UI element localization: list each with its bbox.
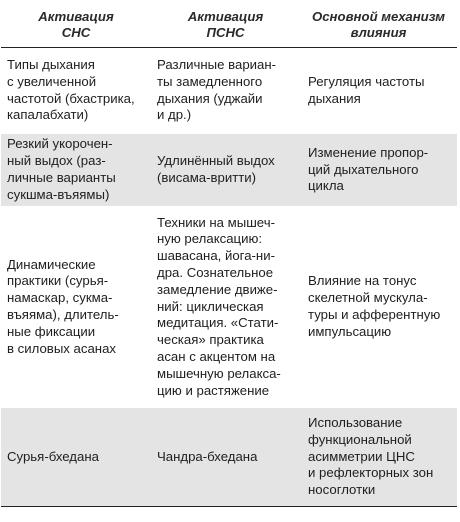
cell-psns [151,48,300,134]
cell-line: дра. Сознательное [157,265,274,280]
cell-line: цикла [308,178,344,194]
cell-line: практики (сурья- [7,273,109,289]
cell-line: замедление движе- [157,281,278,297]
cell-psns [151,207,300,408]
cell-line: импульсацию [308,323,392,339]
table-header-row [1,0,457,48]
cell-mechanism [300,408,457,507]
cell-line: Удлинённый выдох [157,153,275,169]
cell-line: Регуляция частоты [308,73,425,89]
header-line: Основной механизм [311,8,446,24]
cell-line: ческая» практика [157,332,264,348]
cell-sns [1,48,151,134]
cell-line: Использование [308,415,403,430]
cell-line: личные варианты [7,170,116,185]
cell-line: Чандра-бхедана [157,448,258,464]
cell-psns [151,408,300,507]
cell-line: Типы дыхания [7,56,95,72]
cell-line: медитация. «Стати- [157,315,279,331]
cell-line: туры и афферентную [308,307,441,322]
header-main-mechanism [300,0,457,48]
table-row [1,207,457,408]
cell-line: капалабхати) [7,107,89,123]
cell-line: сукшма-въяямы) [7,186,110,202]
cell-line: ную релаксацию: [157,231,263,247]
header-sns-activation [1,0,151,48]
cell-line: ций дыхательного [308,161,419,177]
cell-line: ные фиксации [7,323,96,339]
cell-line: частотой (бхастрика, [7,90,135,106]
cell-line: Техники на мышеч- [157,214,275,230]
cell-mechanism [300,207,457,408]
cell-line: Влияние на тонус [308,273,417,289]
cell-line: ный выдох (раз- [7,153,106,169]
cell-line: (висама-вритти) [157,170,257,185]
techniques-table [1,0,457,507]
cell-line: дыхания (уджайи [157,90,263,106]
cell-line: и рефлекторных зон [308,465,434,481]
header-psns-activation [151,0,300,48]
cell-sns [1,134,151,207]
cell-line: шавасана, йога-ни- [157,248,275,264]
cell-line: в силовых асанах [7,340,117,356]
cell-line: Резкий укорочен- [7,136,113,152]
cell-line: ний: циклическая [157,298,264,314]
cell-line: Изменение пропор- [308,144,429,160]
cell-mechanism [300,48,457,134]
header-line: Активация [187,8,264,24]
cell-line: и др.) [157,107,192,123]
cell-sns [1,207,151,408]
cell-line: ты замедленного [157,73,263,89]
cell-line: мышечную релакса- [157,365,281,381]
table-row [1,134,457,207]
cell-line: Динамические [7,256,96,272]
cell-line: функциональной [308,431,412,447]
header-line: ПСНС [206,24,245,40]
table-row [1,408,457,507]
cell-line: цию и растяжение [157,382,270,398]
cell-line: Сурья-бхедана [7,448,99,464]
cell-line: Различные вариан- [157,56,277,72]
cell-line: скелетной мускула- [308,290,428,306]
cell-line: дыхания [308,90,361,106]
cell-mechanism [300,134,457,207]
header-line: влияния [350,24,407,40]
cell-line: намаскар, сукма- [7,290,113,306]
table-row [1,48,457,134]
cell-line: носоглотки [308,482,376,498]
header-line: СНС [61,24,91,40]
cell-line: асан с акцентом на [157,348,276,364]
cell-line: асимметрии ЦНС [308,448,415,464]
cell-line: с увеличенной [7,73,97,89]
cell-psns [151,134,300,207]
cell-line: въяяма), длитель- [7,307,119,322]
cell-sns [1,408,151,507]
header-line: Активация [38,8,114,24]
